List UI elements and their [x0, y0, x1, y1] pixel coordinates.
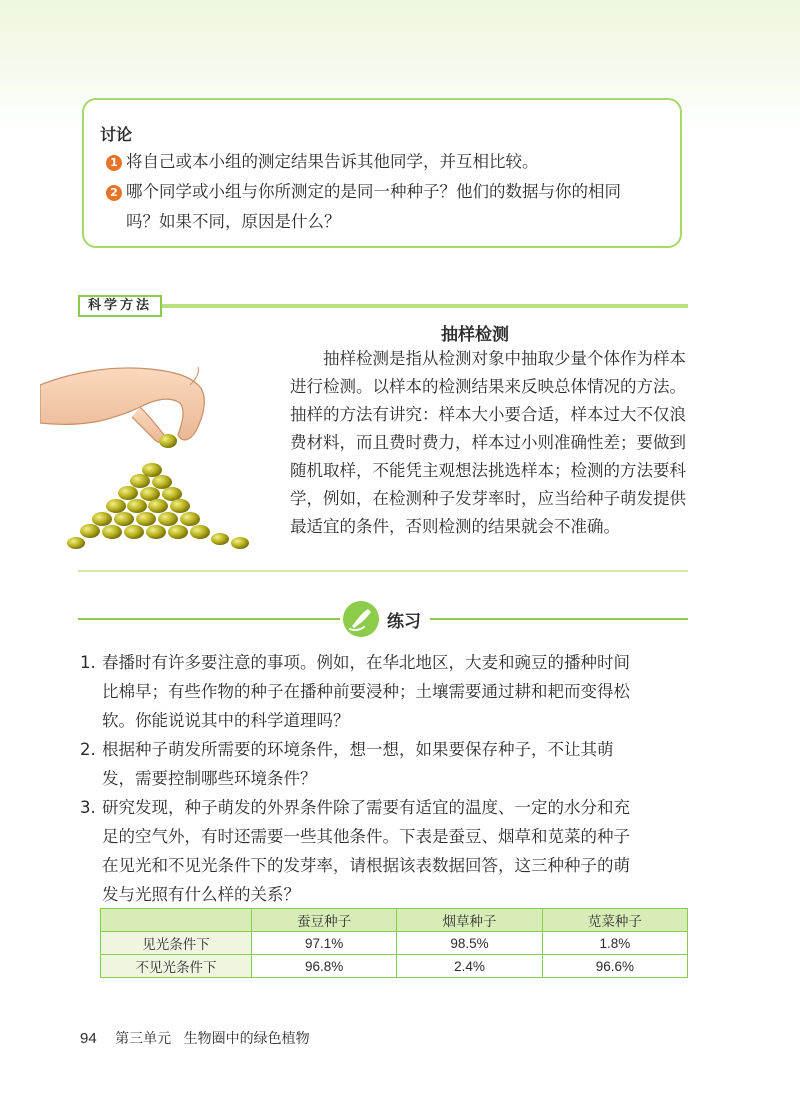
- table-cell: 97.1%: [252, 932, 397, 955]
- table-cell: 2.4%: [397, 955, 542, 978]
- table-row: [101, 955, 688, 978]
- question-2: 2. 根据种子萌发所需要的环境条件，想一想，如果要保存种子，不让其萌 发，需要控制哪些环境条件？: [80, 740, 614, 788]
- exercise-divider-left: [78, 618, 340, 620]
- table-row-header: 见光条件下: [101, 932, 252, 955]
- table-header-cell: [101, 909, 252, 932]
- discussion-item-2: 2 哪个同学或小组与你所测定的是同一种种子？他们的数据与你的相同 吗？如果不同，原因是什么？: [106, 177, 674, 237]
- question-3: 3. 研究发现，种子萌发的外界条件除了需要有适宜的温度、一定的水分和充 足的空气外，有时还需要一些其他条件。下表是蚕豆、烟草和苋菜的种子 在见光和不见光条件下的发芽率，请根据该表数据回答，这三种种子的萌 发与光照有什么样的关系？: [80, 798, 630, 904]
- page-number: 94: [80, 1030, 97, 1047]
- pencil-icon: [342, 600, 380, 638]
- method-divider: [162, 304, 688, 308]
- table-header-cell: 苋菜种子: [542, 909, 687, 932]
- table-cell: 96.8%: [252, 955, 397, 978]
- hand-and-seeds-illustration: [40, 345, 290, 565]
- unit-label: 第三单元: [115, 1031, 172, 1047]
- table-header-cell: 烟草种子: [397, 909, 542, 932]
- exercise-divider-right: [430, 618, 688, 620]
- table-cell: 96.6%: [542, 955, 687, 978]
- method-tag: 科学方法: [78, 295, 162, 317]
- method-bottom-divider: [78, 570, 688, 572]
- unit-title: 生物圈中的绿色植物: [183, 1031, 310, 1047]
- method-paragraph: 抽样检测是指从检测对象中抽取少量个体作为样本进行检测。以样本的检测结果来反映总体情况的方法。抽样的方法有讲究：样本大小要合适，样本过大不仅浪费材料，而且费时费力，样本过小则准确性差；要做到随机取样，不能凭主观想法挑选样本；检测的方法要科学，例如，在检测种子发芽率时，应当给种子萌发提供最适宜的条件，否则检测的结果就会不准确。: [290, 349, 686, 536]
- germination-table: [100, 908, 688, 978]
- question-1: 1. 春播时有许多要注意的事项。例如，在华北地区，大麦和豌豆的播种时间 比棉早；有些作物的种子在播种前要浸种；土壤需要通过耕和耙而变得松 软。你能说说其中的科学道理吗？: [80, 653, 630, 730]
- discussion-box: [82, 98, 682, 248]
- table-header-row: [101, 909, 688, 932]
- table-row-header: 不见光条件下: [101, 955, 252, 978]
- discussion-title: 讨论: [100, 125, 133, 144]
- table-cell: 1.8%: [542, 932, 687, 955]
- exercise-title: 练习: [387, 612, 421, 632]
- table-header-cell: 蚕豆种子: [252, 909, 397, 932]
- method-title: 抽样检测: [441, 325, 509, 345]
- discussion-item-1: 1 将自己或本小组的测定结果告诉其他同学，并互相比较。: [106, 147, 674, 177]
- table-cell: 98.5%: [397, 932, 542, 955]
- number-badge: 2: [106, 185, 122, 201]
- page-footer: [80, 1028, 310, 1048]
- table-row: [101, 932, 688, 955]
- number-badge: 1: [106, 155, 122, 171]
